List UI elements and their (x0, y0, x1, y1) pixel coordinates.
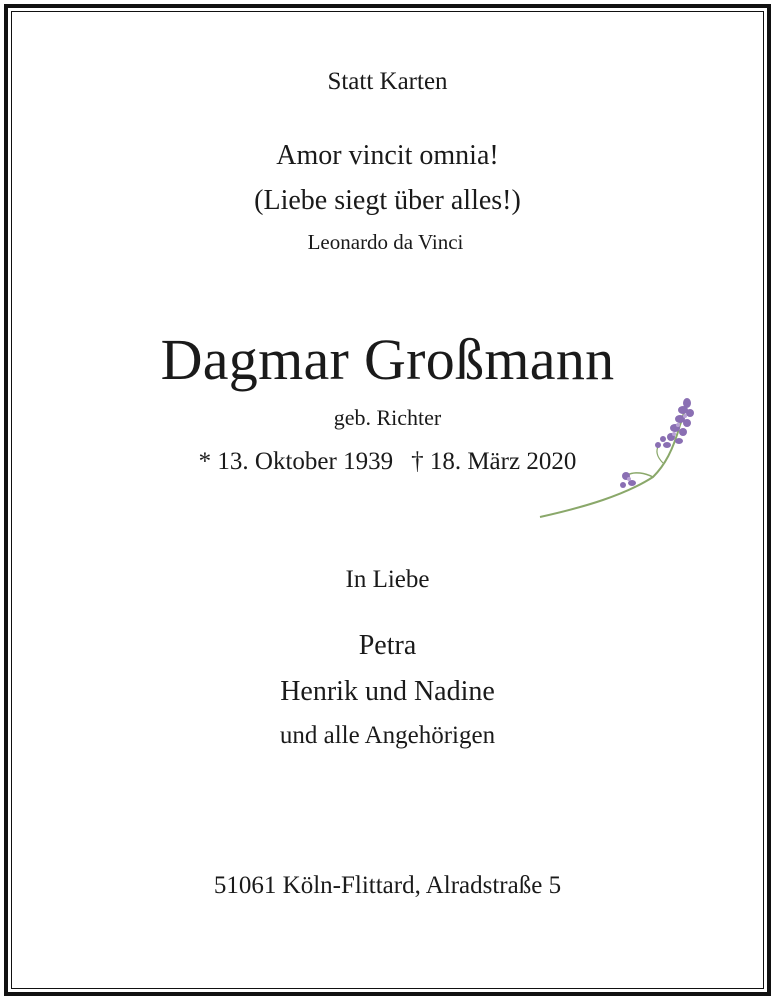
birth-name: geb. Richter (333, 405, 442, 430)
mourners-intro: In Liebe (345, 566, 430, 593)
birth-date: * 13. Oktober 1939 (198, 448, 394, 475)
death-date: † 18. März 2020 (411, 448, 577, 475)
mourner-name: Henrik und Nadine (280, 676, 495, 707)
mourner-name: Petra (358, 630, 417, 661)
deceased-name: Dagmar Großmann (160, 327, 615, 392)
family-address: 51061 Köln-Flittard, Alradstraße 5 (213, 872, 562, 899)
quote-line-1: Amor vincit omnia! (276, 140, 499, 171)
lavender-sprig-icon (535, 395, 705, 525)
quote-author: Leonardo da Vinci (307, 230, 464, 254)
mourners-others: und alle Angehörigen (279, 722, 496, 749)
quote-line-2: (Liebe siegt über alles!) (254, 185, 521, 216)
statt-karten: Statt Karten (327, 68, 448, 95)
